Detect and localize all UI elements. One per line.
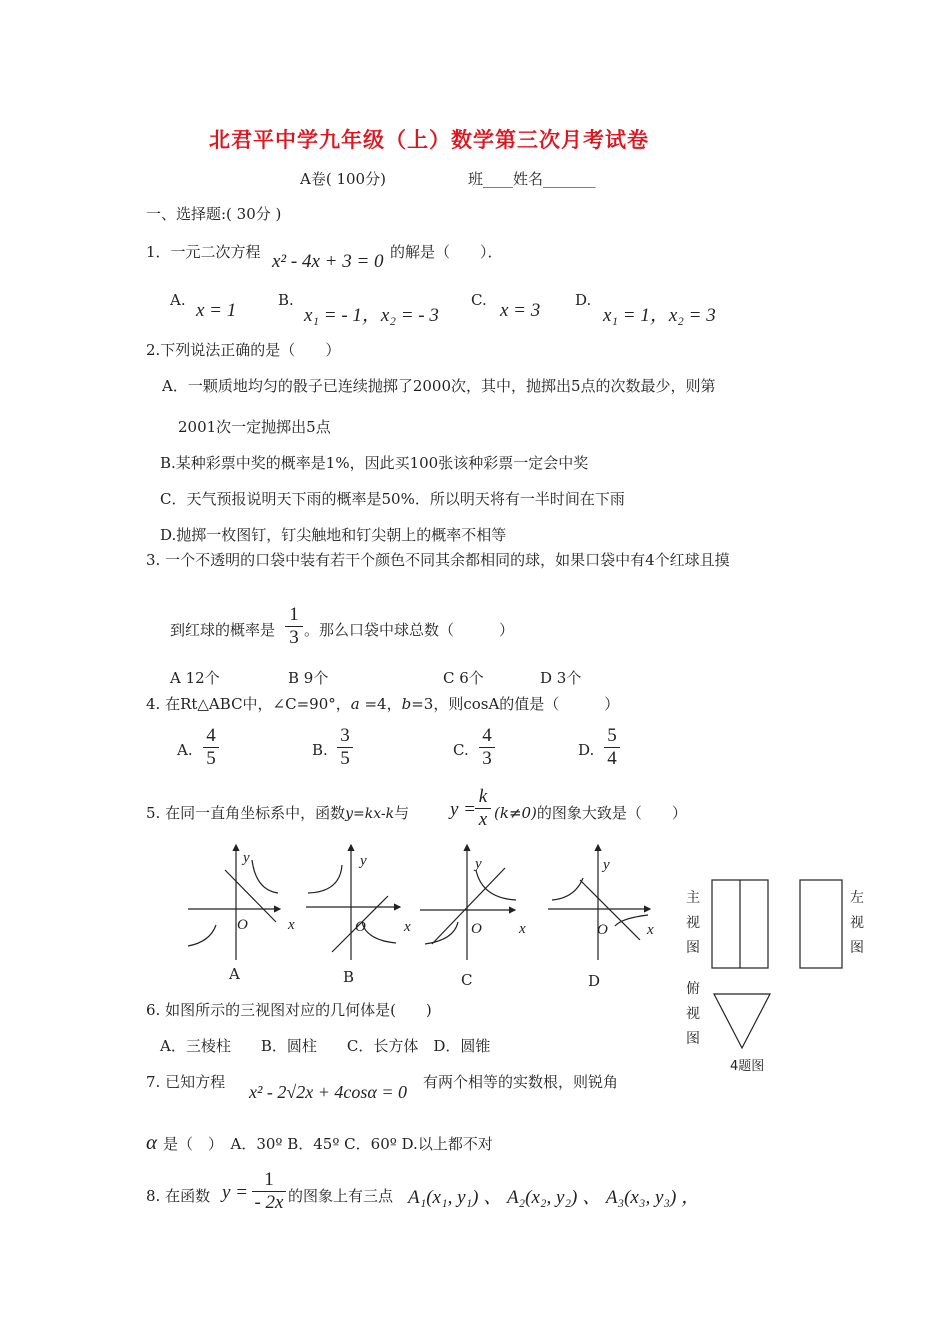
left-view-rect: [800, 880, 842, 968]
top-view-label: 俯视图: [686, 981, 700, 1047]
q7-options: 是（ ） A．30º B．45º C．60º D.以上都不对: [163, 1135, 493, 1153]
q4-stem: [146, 693, 619, 714]
q2-stem: 2.下列说法正确的是（ ）: [146, 341, 341, 359]
q2-option-a: A．一颗质地均匀的骰子已连续抛掷了2000次，其中，抛掷出5点的次数最少，则第: [162, 377, 716, 395]
page-title: 北君平中学九年级（上）数学第三次月考试卷: [209, 127, 649, 152]
q1-option-math: x = 1: [196, 300, 237, 321]
q7-alpha: α: [146, 1130, 158, 1154]
q7-equation: x² - 2√2x + 4cosα = 0: [249, 1082, 407, 1102]
graph-c-origin: O: [471, 921, 482, 937]
q3-stem: 3. 一个不透明的口袋中装有若干个颜色不同其余都相同的球，如果口袋中有4个红球且摸: [146, 551, 730, 569]
graph-c-y-label: y: [475, 856, 482, 872]
frac-denominator: 5: [340, 748, 350, 769]
q3-fraction: [285, 605, 303, 648]
q1-tail: 的解是（ ）．: [390, 243, 503, 261]
frac-numerator: 4: [206, 725, 216, 746]
q1-option-label: D.: [575, 291, 592, 309]
q1-stem: 1．一元二次方程: [146, 243, 261, 261]
graph-b-origin: O: [355, 919, 366, 935]
frac-numerator: 3: [340, 725, 350, 746]
graph-a-origin: O: [237, 917, 248, 933]
q1-option-math: x₁ = 1，x₂ = 3: [603, 305, 716, 326]
q6-options: A．三棱柱 B．圆柱 C．长方体 D．圆锥: [160, 1037, 491, 1055]
graph-c-caption: C: [461, 971, 473, 989]
q1-option-math: x₁ = - 1，x₂ = - 3: [304, 305, 439, 326]
graph-a: [188, 845, 280, 960]
graph-c: [420, 845, 516, 960]
q5-y-eq: [450, 799, 476, 821]
frac-numerator: 5: [607, 725, 617, 746]
q1-option-label: B.: [278, 291, 294, 309]
q5-stem: [146, 802, 409, 823]
q4-a-val: =4，: [359, 695, 402, 713]
frac-denominator: 3: [289, 627, 299, 648]
q2-option-c: C．天气预报说明天下雨的概率是50%．所以明天将有一半时间在下雨: [160, 490, 625, 508]
q3-line2b: 。那么口袋中球总数（ ）: [304, 621, 515, 639]
q4-option-fraction: [203, 726, 219, 769]
q4-b-val: =3，则cosA的值是（ ）: [411, 695, 620, 713]
section-heading: 一、选择题:( 30分 ): [146, 205, 282, 223]
q5-fraction: [475, 787, 491, 830]
q2-option-d: D.抛掷一枚图钉，钉尖触地和钉尖朝上的概率不相等: [160, 526, 507, 544]
q4-option-label: A.: [177, 741, 193, 759]
q4-option-fraction: [337, 726, 353, 769]
q4-option-label: C.: [453, 741, 469, 759]
graph-b: [306, 845, 400, 960]
frac-numerator: 4: [482, 725, 492, 746]
q2-option-b: B.某种彩票中奖的概率是1%，因此买100张该种彩票一定会中奖: [160, 454, 589, 472]
frac-numerator: 1: [264, 1169, 274, 1190]
q5-condition: (k≠0): [494, 804, 537, 822]
q4-option-label: B.: [312, 741, 328, 759]
q5-tail: [494, 802, 687, 823]
graph-a-y-label: y: [243, 850, 250, 866]
frac-denominator: x: [478, 809, 488, 830]
paper-label: A卷( 100分): [300, 170, 386, 188]
q3-option: A 12个: [170, 669, 220, 687]
graph-d-origin: O: [597, 922, 608, 938]
q4-option-fraction: [479, 726, 495, 769]
q2-option-a-cont: 2001次一定抛掷出5点: [178, 418, 331, 436]
graph-d: [548, 845, 650, 960]
q8-stem: 8. 在函数: [146, 1187, 211, 1205]
front-view-label: 主视图: [686, 890, 700, 956]
graph-b-y-label: y: [360, 853, 367, 869]
q3-line2a: 到红球的概率是: [170, 621, 276, 639]
left-view-label: 左视图: [850, 890, 864, 956]
q5-stem-b: 的图象大致是（ ）: [536, 804, 687, 822]
q8-mid: 的图象上有三点: [288, 1187, 394, 1205]
q5-stem-a: 5. 在同一直角坐标系中，函数: [146, 804, 346, 822]
q5-with: 与: [394, 804, 410, 822]
q4-stem-a: 4. 在Rt△ABC中，∠C=90°，: [146, 695, 351, 713]
q3-option: C 6个: [443, 669, 484, 687]
q4-option-fraction: [604, 726, 620, 769]
frac-denominator: 5: [206, 748, 216, 769]
graph-b-caption: B: [343, 968, 355, 986]
graph-a-caption: A: [229, 965, 240, 983]
q4-a-var: a: [350, 695, 360, 713]
frac-numerator: k: [478, 786, 488, 807]
frac-numerator: 1: [289, 604, 299, 625]
q5-y-eq-text: y =: [450, 799, 477, 820]
q7-tail: 有两个相等的实数根，则锐角: [423, 1073, 619, 1091]
q8-fraction: [252, 1170, 286, 1213]
q5-linear-func: y=kx-k: [345, 806, 395, 822]
q7-stem: 7. 已知方程: [146, 1073, 226, 1091]
q1-option-label: C.: [471, 291, 487, 309]
q3-option: D 3个: [540, 669, 582, 687]
frac-denominator: - 2x: [254, 1192, 284, 1213]
graph-d-x-label: x: [647, 922, 654, 938]
q1-option-label: A.: [170, 291, 186, 309]
q8-y-eq: y =: [222, 1182, 249, 1203]
graph-c-x-label: x: [519, 921, 526, 937]
class-name-field: 班____姓名_______: [468, 170, 596, 188]
graph-d-y-label: y: [603, 857, 610, 873]
q6-stem: 6. 如图所示的三视图对应的几何体是( ): [146, 1001, 432, 1019]
q1-option-math: x = 3: [500, 300, 541, 321]
q1-equation: x² - 4x + 3 = 0: [272, 251, 384, 272]
q4-option-label: D.: [578, 741, 595, 759]
top-view-triangle: [714, 994, 770, 1048]
frac-denominator: 4: [607, 748, 617, 769]
q4-b-var: b: [401, 695, 412, 713]
frac-denominator: 3: [482, 748, 492, 769]
graph-d-caption: D: [588, 972, 601, 990]
q8-points: A₁(x₁, y₁) 、 A₂(x₂, y₂) 、 A₃(x₃, y₃) ，: [408, 1187, 701, 1208]
diagram-caption: 4题图: [730, 1059, 765, 1074]
graph-b-x-label: x: [404, 919, 411, 935]
graph-a-x-label: x: [288, 917, 295, 933]
q3-option: B 9个: [288, 669, 329, 687]
